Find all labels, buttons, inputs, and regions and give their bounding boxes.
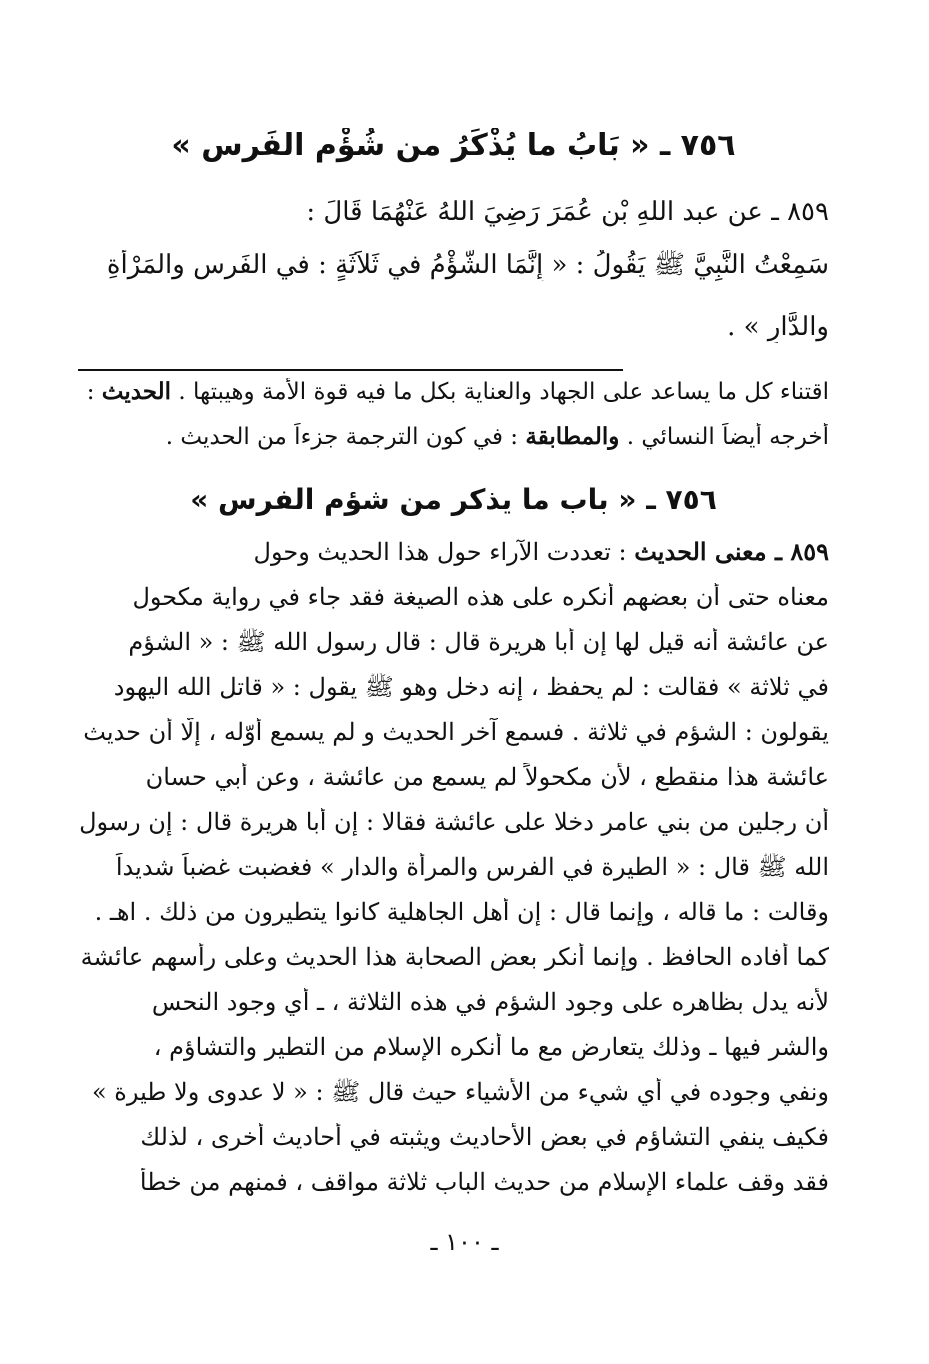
footnote-line-1: اقتناء كل ما يساعد على الجهاد والعناية بكل ما فيه قوة الأمة وهيبتها . الحديث : [86,378,829,405]
hadith-line-3: والدَّارِ » . [727,312,829,342]
commentary-line: لأنه يدل بظاهره على وجود الشؤم في هذه الثلاثة ، ـ أي وجود النحس [151,988,829,1016]
commentary-line: عن عائشة أنه قيل لها إن أبا هريرة قال : قال رسول الله ﷺ : « الشؤم [128,628,829,656]
commentary-line: أن رجلين من بني عامر دخلا على عائشة فقالا : إن أبا هريرة قال : إن رسول [79,808,829,836]
footnote-line-2: أخرجه أيضاً النسائي . والمطابقة : في كون الترجمة جزءاً من الحديث . [165,423,829,450]
hadith-line-2: سَمِعْتُ النَّبِيَّ ﷺ يَقُولُ : « إِنَّمَا الشُّؤْمُ في ثَلاَثَةٍ : في الفَرسِ والمَرْأَةِ [106,250,829,280]
divider-rule [78,369,623,371]
commentary-line: فقد وقف علماء الإسلام من حديث الباب ثلاثة مواقف ، فمنهم من خطأ [139,1168,829,1196]
chapter-title-mid: ٧٥٦ ـ « باب ما يذكر من شؤم الفرس » [190,483,717,516]
commentary-line: ونفي وجوده في أي شيء من الأشياء حيث قال ﷺ : « لا عدوى ولا طيرة » [91,1078,829,1106]
page-number: ـ ١٠٠ ـ [430,1228,499,1256]
commentary-line: في ثلاثة » فقالت : لم يحفظ ، إنه دخل وهو ﷺ يقول : « قاتل الله اليهود [113,673,829,701]
commentary-line: فكيف ينفي التشاؤم في بعض الأحاديث ويثبته في أحاديث أخرى ، لذلك [140,1123,829,1151]
commentary-line: كما أفاده الحافظ . وإنما أنكر بعض الصحابة هذا الحديث وعلى رأسهم عائشة [80,943,829,971]
commentary-line: والشر فيها ـ وذلك يتعارض مع ما أنكره الإسلام من التطير والتشاؤم ، [153,1033,829,1061]
commentary-line: الله ﷺ قال : « الطيرة في الفرس والمرأة والدار » فغضبت غضباً شديداً [115,853,829,881]
chapter-title-top: ٧٥٦ ـ « بَابُ ما يُذْكَرُ من شُؤْمِ الفَرسِ » [171,128,736,163]
hadith-line-1: ٨٥٩ ـ عن عبد اللهِ بْنِ عُمَرَ رَضِيَ اللهُ عَنْهُمَا قَالَ : [306,197,829,227]
commentary-line: عائشة هذا منقطع ، لأن مكحولاً لم يسمع من عائشة ، وعن أبي حسان [145,763,829,791]
commentary-line: معناه حتى أن بعضهم أنكره على هذه الصيغة فقد جاء في رواية مكحول [132,583,829,611]
commentary-lead-line: ٨٥٩ ـ معنى الحديث : تعددت الآراء حول هذا الحديث وحول [253,538,829,566]
commentary-line: يقولون : الشؤم في ثلاثة . فسمع آخر الحديث و لم يسمع أوّله ، إلَّا أن حديث [83,718,829,746]
commentary-line: وقالت : ما قاله ، وإنما قال : إن أهل الجاهلية كانوا يتطيرون من ذلك . اهـ . [94,898,829,926]
